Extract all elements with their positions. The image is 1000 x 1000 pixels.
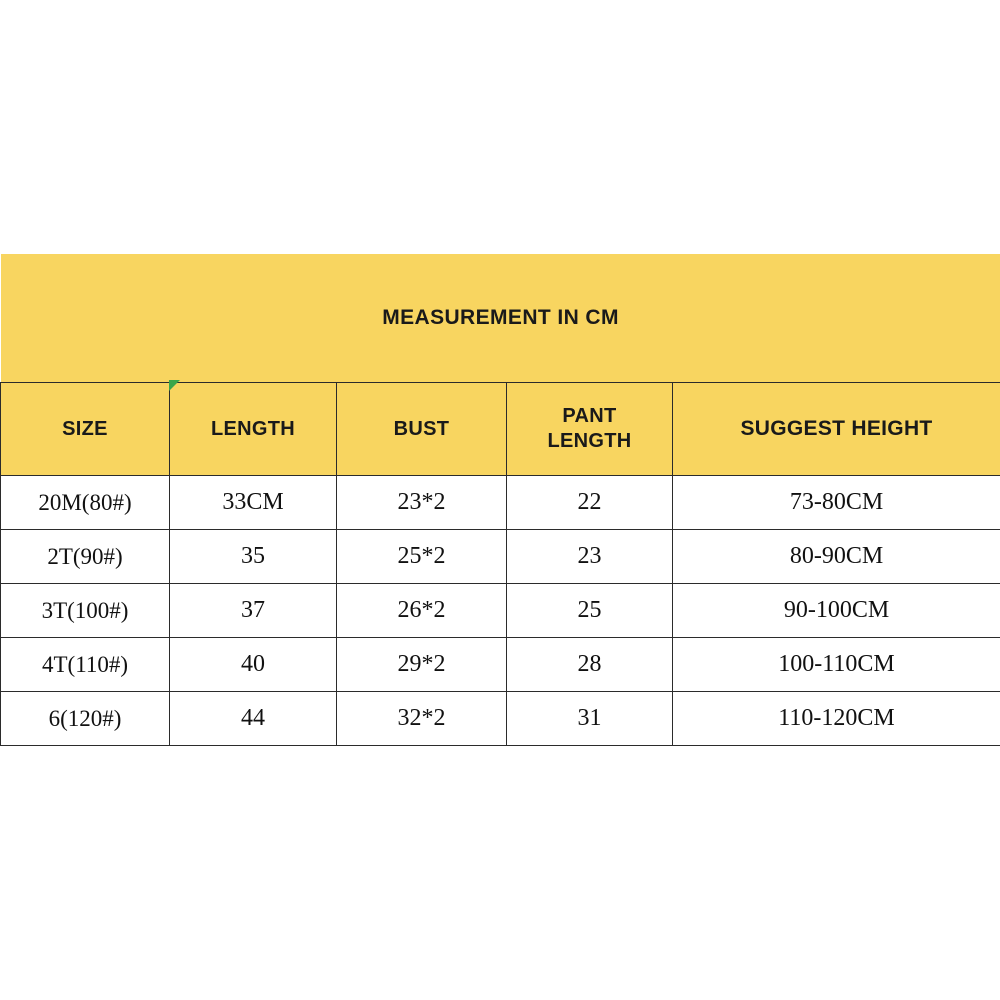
column-header-length: LENGTH [170, 383, 337, 476]
column-header-size: SIZE [1, 383, 170, 476]
cell-bust: 23*2 [337, 476, 507, 530]
cell-length: 44 [170, 692, 337, 746]
cell-suggest-height: 73-80CM [673, 476, 1000, 530]
cell-size: 2T(90#) [1, 530, 170, 584]
size-chart-table [0, 254, 1000, 746]
cell-pant-length: 31 [507, 692, 673, 746]
cell-bust: 25*2 [337, 530, 507, 584]
cell-length: 33CM [170, 476, 337, 530]
table-row [1, 638, 1000, 692]
cell-size: 20M(80#) [1, 476, 170, 530]
cell-bust: 29*2 [337, 638, 507, 692]
green-corner-marker-icon [169, 380, 180, 391]
cell-size: 6(120#) [1, 692, 170, 746]
column-header-bust: BUST [337, 383, 507, 476]
chart-title: MEASUREMENT IN CM [1, 254, 1000, 383]
table-header-row [1, 383, 1000, 476]
cell-bust: 26*2 [337, 584, 507, 638]
pant-length-line1: PANT [562, 405, 617, 427]
table-row [1, 530, 1000, 584]
cell-suggest-height: 100-110CM [673, 638, 1000, 692]
cell-pant-length: 22 [507, 476, 673, 530]
column-header-pant-length [507, 383, 673, 476]
cell-size: 3T(100#) [1, 584, 170, 638]
cell-pant-length: 28 [507, 638, 673, 692]
cell-size: 4T(110#) [1, 638, 170, 692]
cell-pant-length: 23 [507, 530, 673, 584]
pant-length-line2: LENGTH [547, 430, 632, 452]
cell-suggest-height: 80-90CM [673, 530, 1000, 584]
table-row [1, 476, 1000, 530]
column-header-suggest-height: SUGGEST HEIGHT [673, 383, 1000, 476]
cell-bust: 32*2 [337, 692, 507, 746]
cell-length: 35 [170, 530, 337, 584]
cell-suggest-height: 110-120CM [673, 692, 1000, 746]
cell-length: 37 [170, 584, 337, 638]
cell-length: 40 [170, 638, 337, 692]
cell-pant-length: 25 [507, 584, 673, 638]
chart-title-row [1, 254, 1000, 383]
table-row [1, 584, 1000, 638]
cell-suggest-height: 90-100CM [673, 584, 1000, 638]
table-row [1, 692, 1000, 746]
